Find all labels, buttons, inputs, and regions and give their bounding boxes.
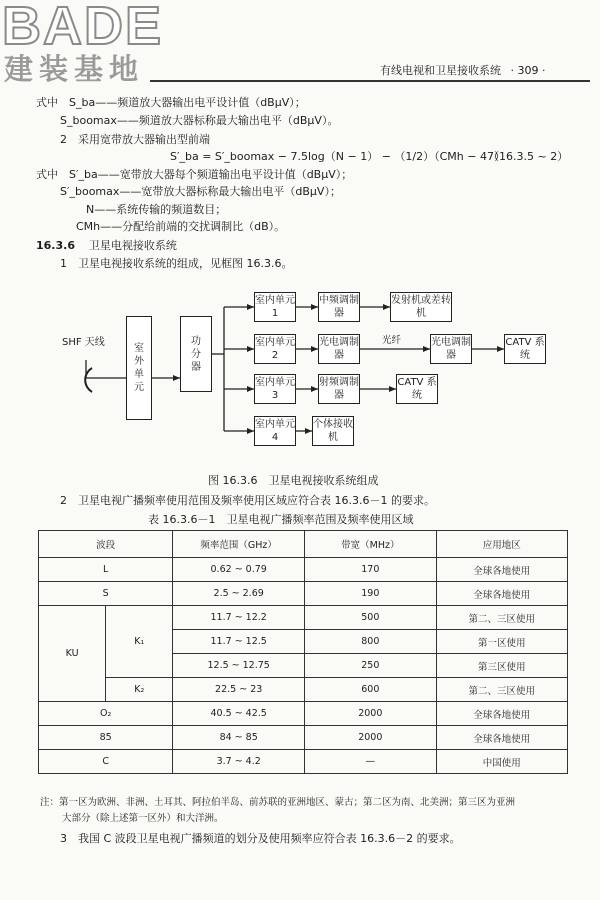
paragraph: 3 我国 C 波段卫星电视广播频道的划分及使用频率应符合表 16.3.6－2 的要求。 [60, 832, 461, 845]
area-cell: 第一区使用 [436, 630, 567, 654]
def-line: S′_boomax——宽带放大器标称最大输出电平（dBμV）； [60, 185, 341, 198]
column-header: 带宽（MHz） [304, 531, 436, 558]
freq-cell: 40.5 ~ 42.5 [173, 702, 305, 726]
logo-subtitle: 建装基地 [4, 52, 145, 86]
bandwidth-cell: 2000 [304, 726, 436, 750]
paragraph: 1 卫星电视接收系统的组成，见框图 16.3.6。 [60, 257, 293, 270]
bandwidth-cell: 800 [304, 630, 436, 654]
bandwidth-cell: 2000 [304, 702, 436, 726]
header-title: 有线电视和卫星接收系统 [380, 64, 501, 77]
section-number: 16.3.6 [36, 239, 75, 252]
def-line: CMh——分配给前端的交扰调制比（dB）。 [76, 220, 286, 233]
table-note: 注：第一区为欧洲、非洲、土耳其、阿拉伯半岛、前苏联的亚洲地区、蒙古；第二区为南、北美洲；第三区为亚洲 [40, 797, 516, 808]
band-cell: 85 [39, 726, 173, 750]
freq-cell: 84 ~ 85 [173, 726, 305, 750]
freq-cell: 22.5 ~ 23 [173, 678, 305, 702]
logo-brand: BADE [2, 0, 164, 56]
indoor-unit-3-box: 室内单元 3 [254, 374, 296, 404]
band-cell: C [39, 750, 173, 774]
bandwidth-cell: 250 [304, 654, 436, 678]
column-header: 频率范围（GHz） [173, 531, 305, 558]
freq-cell: 3.7 ~ 4.2 [173, 750, 305, 774]
def-line: 式中 S_ba——频道放大器输出电平设计值（dBμV）； [36, 96, 306, 109]
power-splitter-box: 功分器 [180, 316, 212, 392]
page-number: · 309 · [510, 64, 546, 77]
bandwidth-cell: — [304, 750, 436, 774]
table-row [39, 750, 568, 774]
if-modulator-box: 中频调制器 [318, 292, 360, 322]
freq-cell: 12.5 ~ 12.75 [173, 654, 305, 678]
table-note: 大部分（除上述第一区外）和大洋洲。 [62, 813, 224, 824]
def-line: N——系统传输的频道数目； [86, 203, 227, 216]
band-cell: O₂ [39, 702, 173, 726]
fiber-label: 光纤 [382, 335, 402, 346]
subband-cell: K₁ [106, 606, 173, 678]
outdoor-unit-box: 室外单元 [126, 316, 152, 420]
table-row [39, 558, 568, 582]
def-line: 式中 S′_ba——宽带放大器每个频道输出电平设计值（dBμV）； [36, 168, 353, 181]
optical-demodulator-box: 光电调制器 [430, 334, 472, 364]
optical-modulator-box: 光电调制器 [318, 334, 360, 364]
section-title: 卫星电视接收系统 [88, 239, 177, 252]
freq-cell: 11.7 ~ 12.5 [173, 630, 305, 654]
formula: S′_ba = S′_boomax − 7.5log（N − 1） − （1/2）（CMh − 47） [170, 150, 505, 163]
bandwidth-cell: 500 [304, 606, 436, 630]
antenna-label: SHF 天线 [62, 337, 105, 348]
table-row [39, 606, 568, 630]
area-cell: 全球各地使用 [436, 558, 567, 582]
indoor-unit-2-box: 室内单元 2 [254, 334, 296, 364]
rf-modulator-box: 射频调制器 [318, 374, 360, 404]
transmitter-box: 发射机或差转机 [390, 292, 452, 322]
indoor-unit-4-box: 室内单元 4 [254, 416, 296, 446]
catv-system-box: CATV 系统 [396, 374, 438, 404]
area-cell: 全球各地使用 [436, 726, 567, 750]
figure-caption: 图 16.3.6 卫星电视接收系统组成 [208, 474, 379, 487]
frequency-table [38, 530, 568, 774]
freq-cell: 2.5 ~ 2.69 [173, 582, 305, 606]
paragraph: 2 卫星电视广播频率使用范围及频率使用区域应符合表 16.3.6－1 的要求。 [60, 494, 435, 507]
band-cell: KU [39, 606, 106, 702]
personal-receiver-box: 个体接收机 [312, 416, 354, 446]
formula-number: （16.3.5 ~ 2） [488, 150, 569, 163]
area-cell: 第三区使用 [436, 654, 567, 678]
bandwidth-cell: 190 [304, 582, 436, 606]
table-row [39, 678, 568, 702]
antenna-icon [80, 358, 92, 398]
column-header: 波段 [39, 531, 173, 558]
table-caption: 表 16.3.6－1 卫星电视广播频率范围及频率使用区域 [148, 513, 414, 526]
catv-system-box: CATV 系统 [504, 334, 546, 364]
freq-cell: 11.7 ~ 12.2 [173, 606, 305, 630]
table-header-row [39, 531, 568, 558]
area-cell: 第二、三区使用 [436, 606, 567, 630]
freq-cell: 0.62 ~ 0.79 [173, 558, 305, 582]
table-row [39, 702, 568, 726]
area-cell: 全球各地使用 [436, 582, 567, 606]
table-row [39, 582, 568, 606]
bandwidth-cell: 600 [304, 678, 436, 702]
area-cell: 全球各地使用 [436, 702, 567, 726]
subband-cell: K₂ [106, 678, 173, 702]
table-row [39, 726, 568, 750]
band-cell: S [39, 582, 173, 606]
area-cell: 第二、三区使用 [436, 678, 567, 702]
area-cell: 中国使用 [436, 750, 567, 774]
def-line: S_boomax——频道放大器标称最大输出电平（dBμV）。 [60, 114, 339, 127]
bandwidth-cell: 170 [304, 558, 436, 582]
indoor-unit-1-box: 室内单元 1 [254, 292, 296, 322]
band-cell: L [39, 558, 173, 582]
column-header: 应用地区 [436, 531, 567, 558]
item-heading: 2 采用宽带放大器输出型前端 [60, 133, 210, 146]
